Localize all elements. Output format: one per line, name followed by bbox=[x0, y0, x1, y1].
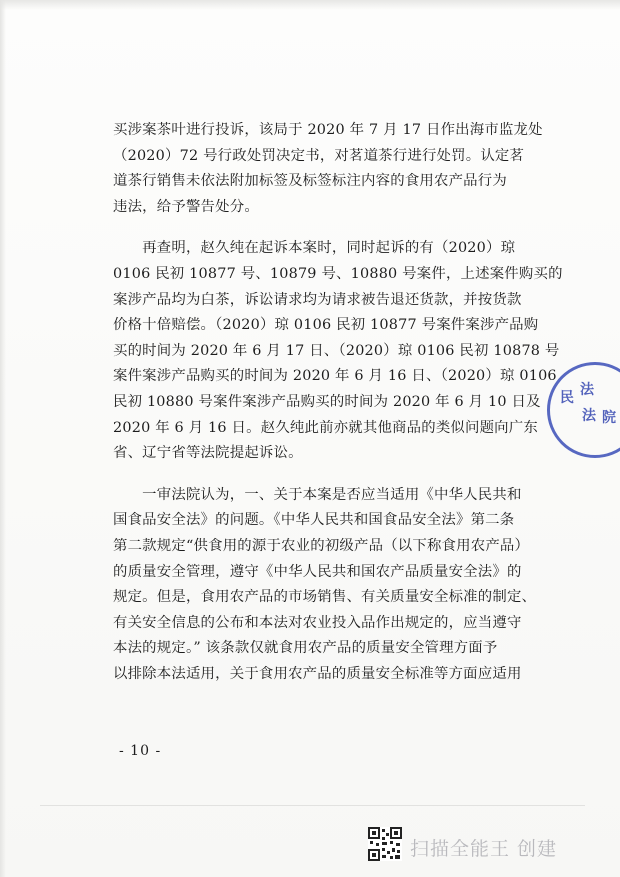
text-line: 有关安全信息的公布和本法对农业投入品作出规定的，应当遵守 bbox=[113, 614, 522, 631]
text-line: 民初 10880 号案件案涉产品购买的时间为 2020 年 6 月 10 日及 bbox=[113, 393, 541, 410]
text-line: 案件案涉产品购买的时间为 2020 年 6 月 16 日、（2020）琼 0106 bbox=[113, 368, 557, 385]
paragraph-2 bbox=[113, 236, 563, 466]
text-line: 一审法院认为，一、关于本案是否应当适用《中华人民共和 bbox=[113, 486, 522, 503]
seal-char: 法 bbox=[582, 408, 596, 424]
scan-shadow-left bbox=[0, 0, 6, 877]
text-line: 买的时间为 2020 年 6 月 17 日、（2020）琼 0106 民初 10878 号 bbox=[113, 342, 560, 359]
text-line: 国食品安全法》的问题。《中华人民共和国食品安全法》第二条 bbox=[113, 512, 515, 529]
page-number: - 10 - bbox=[119, 743, 162, 759]
seal-char: 法 bbox=[580, 382, 594, 398]
text-line: 价格十倍赔偿。（2020）琼 0106 民初 10877 号案件案涉产品购 bbox=[113, 317, 539, 334]
text-line: 道茶行销售未依法附加标签及标签标注内容的食用农产品行为 bbox=[113, 173, 507, 190]
qr-code-icon bbox=[368, 827, 402, 861]
text-line: 的质量安全管理，遵守《中华人民共和国农产品质量安全法》的 bbox=[113, 563, 522, 580]
seal-char: 院 bbox=[602, 410, 616, 426]
text-line: 2020 年 6 月 16 日。赵久纯此前亦就其他商品的类似问题向广东 bbox=[113, 419, 538, 436]
court-seal bbox=[547, 362, 620, 458]
seal-char: 民 bbox=[560, 390, 574, 406]
paragraph-1 bbox=[113, 118, 543, 220]
text-line: 案涉产品均为白茶，诉讼请求均为请求被告退还货款，并按货款 bbox=[113, 291, 522, 308]
text-line: （2020）72 号行政处罚决定书，对茗道茶行进行处罚。认定茗 bbox=[113, 147, 525, 164]
text-line: 规定。但是，食用农产品的市场销售、有关质量安全标准的制定、 bbox=[113, 589, 537, 606]
text-line: 第二款规定“供食用的源于农业的初级产品（以下称食用农产品） bbox=[113, 537, 530, 554]
text-line: 再查明，赵久纯在起诉本案时，同时起诉的有（2020）琼 bbox=[113, 240, 516, 257]
body-text bbox=[113, 118, 563, 687]
text-line: 0106 民初 10877 号、10879 号、10880 号案件，上述案件购买的 bbox=[113, 265, 563, 282]
text-line: 买涉案茶叶进行投诉，该局于 2020 年 7 月 17 日作出海市监龙处 bbox=[113, 122, 543, 138]
text-line: 违法，给予警告处分。 bbox=[113, 198, 259, 215]
paragraph-3 bbox=[113, 483, 537, 688]
scan-shadow-top bbox=[0, 0, 620, 10]
scanner-watermark: 扫描全能王 创建 bbox=[410, 838, 558, 860]
text-line: 以排除本法适用，关于食用农产品的质量安全标准等方面应适用 bbox=[113, 665, 522, 682]
text-line: 省、辽宁省等法院提起诉讼。 bbox=[113, 445, 303, 462]
page-divider bbox=[40, 805, 585, 806]
text-line: 本法的规定。” 该条款仅就食用农产品的质量安全管理方面予 bbox=[113, 640, 498, 657]
